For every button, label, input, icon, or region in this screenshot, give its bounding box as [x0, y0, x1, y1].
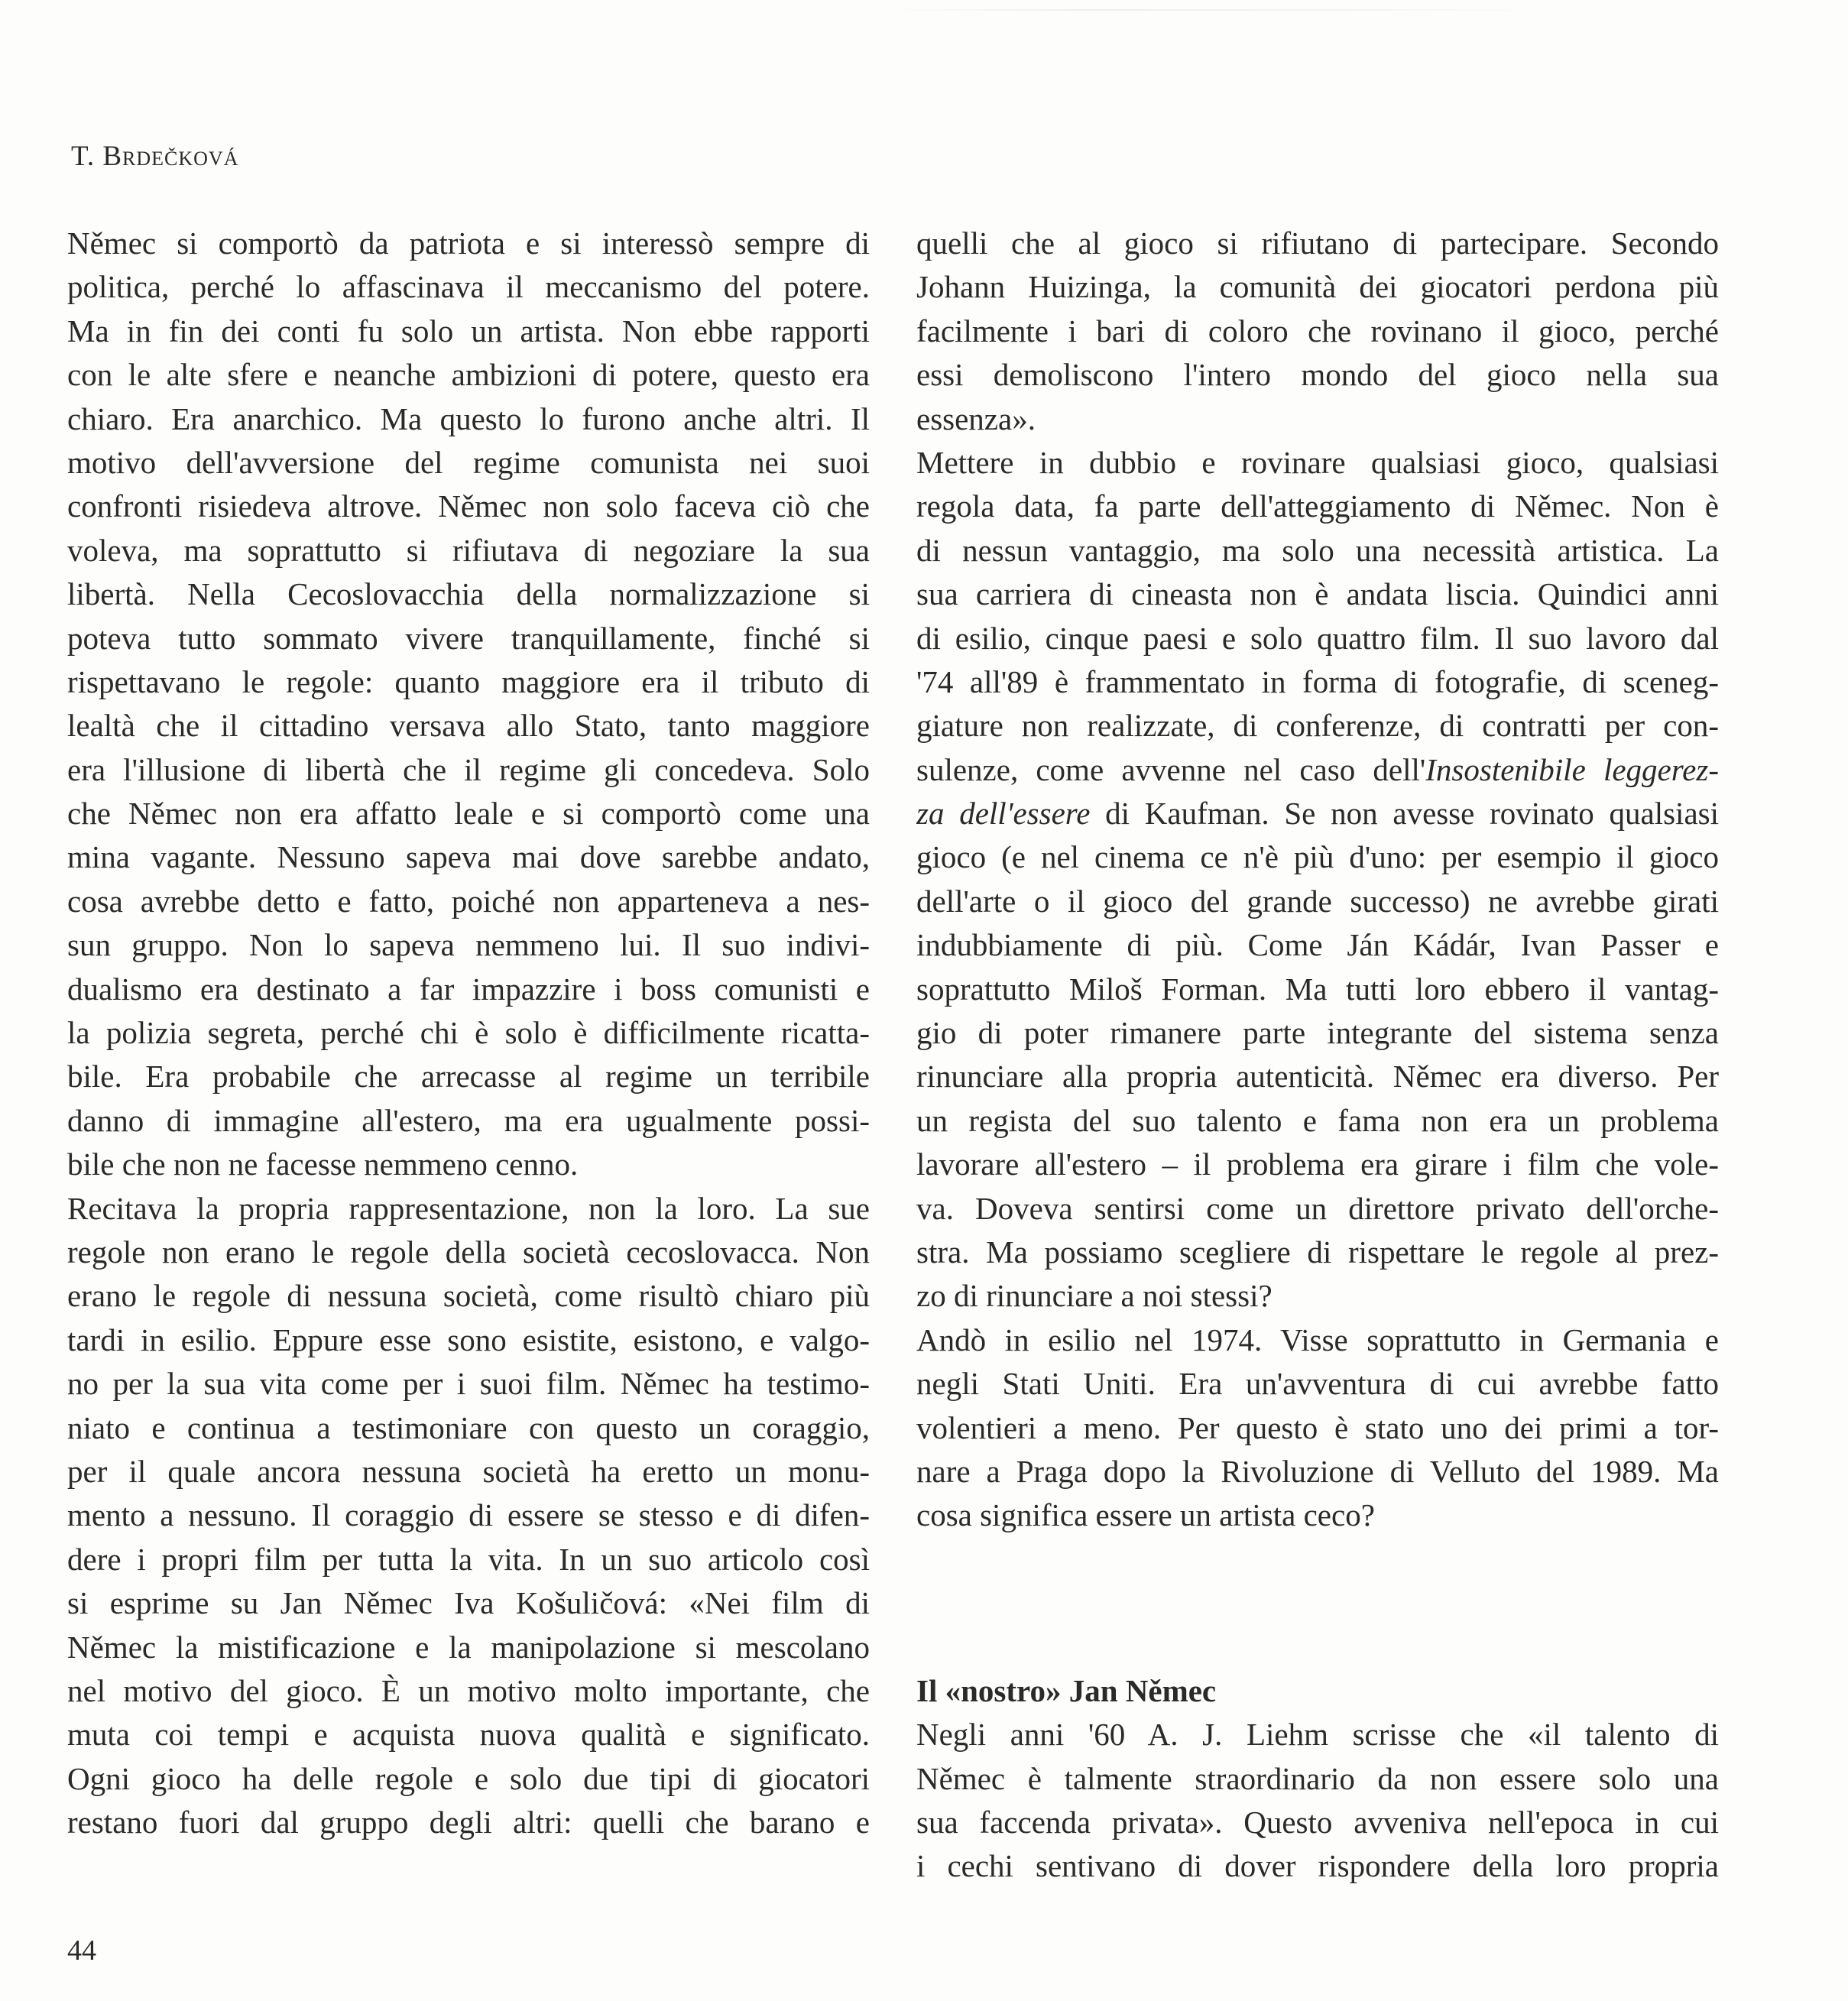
text-line: con le alte sfere e neanche ambizioni di potere, questo era: [67, 357, 870, 393]
scan-artifact: [887, 9, 1544, 11]
text-line: libertà. Nella Cecoslovacchia della normalizzazione si: [67, 576, 870, 612]
page-number: 44: [67, 1935, 96, 1967]
text-line: lavorare all'estero – il problema era girare i film che vole-: [916, 1146, 1719, 1182]
text-line: Recitava la propria rappresentazione, non la loro. La sue: [67, 1190, 870, 1226]
text-line: chiaro. Era anarchico. Ma questo lo furono anche altri. Il: [67, 401, 870, 436]
text-line: volentieri a meno. Per questo è stato uno dei primi a tor-: [916, 1409, 1719, 1445]
text-line: Negli anni '60 A. J. Liehm scrisse che «il talento di: [916, 1717, 1719, 1753]
text-line: tardi in esilio. Eppure esse sono esistite, esistono, e valgo-: [67, 1322, 870, 1357]
text-line: dualismo era destinato a far impazzire i boss comunisti e: [67, 971, 870, 1007]
text-line: niato e continua a testimoniare con questo un coraggio,: [67, 1409, 870, 1445]
text-line: Němec la mistificazione e la manipolazione si mescolano: [67, 1629, 870, 1665]
text-line: lealtà che il cittadino versava allo Stato, tanto maggiore: [67, 708, 870, 744]
text-line: no per la sua vita come per i suoi film. Němec ha testimo-: [67, 1366, 870, 1402]
text-line: negli Stati Uniti. Era un'avventura di cui avrebbe fatto: [916, 1366, 1719, 1402]
text-line: rinunciare alla propria autenticità. Němec era diverso. Per: [916, 1059, 1719, 1095]
text-line: sun gruppo. Non lo sapeva nemmeno lui. Il suo indivi-: [67, 927, 870, 963]
text-line: mento a nessuno. Il coraggio di essere se stesso e di difen-: [67, 1497, 870, 1533]
text-line: muta coi tempi e acquista nuova qualità e significato.: [67, 1717, 870, 1753]
text-line: la polizia segreta, perché chi è solo è difficilmente ricatta-: [67, 1015, 870, 1051]
text-line: i cechi sentivano di dover rispondere della loro propria: [916, 1848, 1719, 1884]
text-line: per il quale ancora nessuna società ha eretto un monu-: [67, 1453, 870, 1489]
spacer: [916, 1538, 1719, 1581]
text-line: un regista del suo talento e fama non era un problema: [916, 1102, 1719, 1138]
text-line: poteva tutto sommato vivere tranquillamente, finché si: [67, 620, 870, 656]
text-line: essenza».: [916, 401, 1036, 436]
text-line: che Němec non era affatto leale e si comportò come una: [67, 796, 870, 832]
section-heading: Il «nostro» Jan Němec: [916, 1672, 1217, 1708]
text-line: Andò in esilio nel 1974. Visse soprattutto in Germania e: [916, 1322, 1719, 1357]
text-line: regole non erano le regole della società cecoslovacca. Non: [67, 1234, 870, 1270]
text-line: motivo dell'avversione del regime comunista nei suoi: [67, 444, 870, 480]
text-line: si esprime su Jan Němec Iva Košuličová: «Nei film di: [67, 1585, 870, 1621]
text-line: sua faccenda privata». Questo avveniva nell'epoca in cui: [916, 1805, 1719, 1840]
text-line: va. Doveva sentirsi come un direttore privato dell'orche-: [916, 1190, 1719, 1226]
text-line: Ma in fin dei conti fu solo un artista. Non ebbe rapporti: [67, 313, 870, 349]
text-line: soprattutto Miloš Forman. Ma tutti loro ebbero il vantag-: [916, 971, 1719, 1007]
text-line: era l'illusione di libertà che il regime gli concedeva. Solo: [67, 751, 870, 787]
text-line: restano fuori dal gruppo degli altri: quelli che barano e: [67, 1805, 870, 1840]
text-line: gio di poter rimanere parte integrante del sistema senza: [916, 1015, 1719, 1051]
text-line: cosa avrebbe detto e fatto, poiché non apparteneva a nes-: [67, 883, 870, 919]
text-line: za dell'essere di Kaufman. Se non avesse rovinato qualsiasi: [916, 796, 1719, 832]
section-text: [916, 1713, 1719, 1889]
text-line: Mettere in dubbio e rovinare qualsiasi gioco, qualsiasi: [916, 444, 1719, 480]
left-column: [67, 222, 870, 1844]
text-line: nare a Praga dopo la Rivoluzione di Velluto del 1989. Ma: [916, 1453, 1719, 1489]
text-line: indubbiamente di più. Come Ján Kádár, Ivan Passer e: [916, 927, 1719, 963]
text-line: essi demoliscono l'intero mondo del gioco nella sua: [916, 357, 1719, 393]
text-line: facilmente i bari di coloro che rovinano il gioco, perché: [916, 313, 1719, 349]
text-line: cosa significa essere un artista ceco?: [916, 1497, 1375, 1533]
text-line: gioco (e nel cinema ce n'è più d'uno: per esempio il gioco: [916, 839, 1719, 875]
spacer: [916, 1626, 1719, 1669]
text-line: '74 all'89 è frammentato in forma di fotografie, di sceneg-: [916, 663, 1719, 699]
text-line: voleva, ma soprattutto si rifiutava di negoziare la sua: [67, 532, 870, 568]
text-line: bile. Era probabile che arrecasse al regime un terribile: [67, 1059, 870, 1095]
text-line: sua carriera di cineasta non è andata liscia. Quindici anni: [916, 576, 1719, 612]
text-line: giature non realizzate, di conferenze, di contratti per con-: [916, 708, 1719, 744]
text-line: quelli che al gioco si rifiutano di partecipare. Secondo: [916, 225, 1719, 261]
text-line: di esilio, cinque paesi e solo quattro film. Il suo lavoro dal: [916, 620, 1719, 656]
text-line: Němec si comportò da patriota e si interessò sempre di: [67, 225, 870, 261]
text-line: stra. Ma possiamo scegliere di rispettare le regole al prez-: [916, 1234, 1719, 1270]
text-line: politica, perché lo affascinava il meccanismo del potere.: [67, 269, 870, 305]
text-line: sulenze, come avvenne nel caso dell'Insostenibile leggerez-: [916, 751, 1719, 787]
text-line: danno di immagine all'estero, ma era ugualmente possi-: [67, 1102, 870, 1138]
text-line: rispettavano le regole: quanto maggiore era il tributo di: [67, 663, 870, 699]
spacer: [916, 1581, 1719, 1625]
text-line: mina vagante. Nessuno sapeva mai dove sarebbe andato,: [67, 839, 870, 875]
text-line: dell'arte o il gioco del grande successo) ne avrebbe girati: [916, 883, 1719, 919]
text-line: Ogni gioco ha delle regole e solo due tipi di giocatori: [67, 1760, 870, 1796]
text-line: di nessun vantaggio, ma solo una necessità artistica. La: [916, 532, 1719, 568]
text-line: nel motivo del gioco. È un motivo molto importante, che: [67, 1672, 870, 1708]
running-header: [71, 140, 239, 173]
text-line: erano le regole di nessuna società, come risultò chiaro più: [67, 1278, 870, 1314]
right-column: [916, 222, 1719, 1889]
text-line: zo di rinunciare a noi stessi?: [916, 1278, 1273, 1314]
text-line: Johann Huizinga, la comunità dei giocatori perdona più: [916, 269, 1719, 305]
text-line: confronti risiedeva altrove. Němec non solo faceva ciò che: [67, 488, 870, 524]
text-line: regola data, fa parte dell'atteggiamento di Němec. Non è: [916, 488, 1719, 524]
text-line: bile che non ne facesse nemmeno cenno.: [67, 1146, 579, 1182]
text-line: dere i propri film per tutta la vita. In un suo articolo così: [67, 1541, 870, 1577]
author-name: T. Brdečková: [71, 141, 239, 172]
right-column-text: [916, 222, 1719, 1538]
text-line: Němec è talmente straordinario da non essere solo una: [916, 1760, 1719, 1796]
